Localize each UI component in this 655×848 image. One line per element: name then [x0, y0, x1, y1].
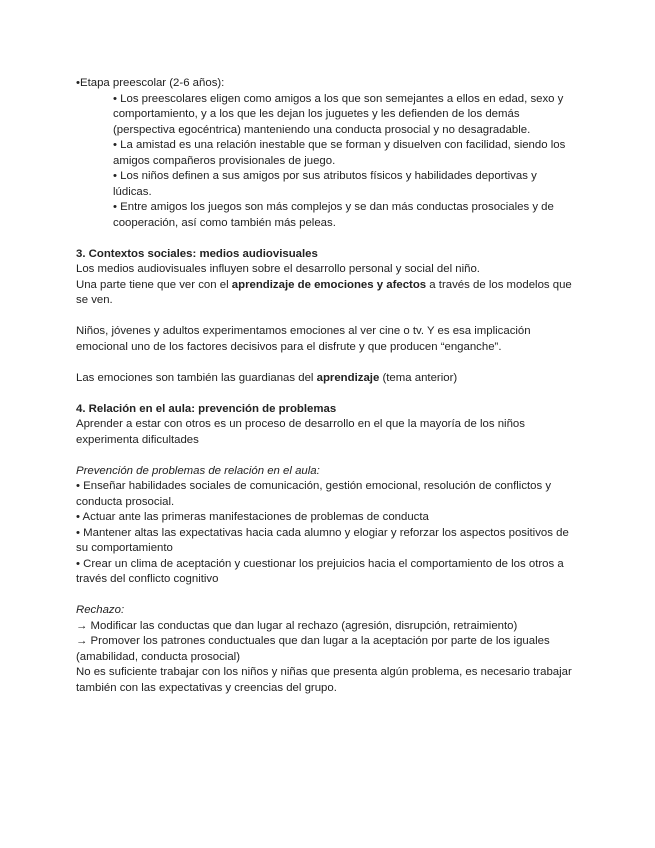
document-page	[76, 76, 576, 696]
emphasis: aprendizaje	[316, 371, 380, 384]
prevention-bullet: • Mantener altas las expectativas hacia cada alumno y elogiar y reforzar los aspectos positivos de su comportamiento	[76, 526, 569, 554]
rechazo-item: → Modificar las conductas que dan lugar al rechazo (agresión, disrupción, retraimiento)	[76, 619, 518, 632]
rechazo-title: Rechazo:	[76, 604, 125, 616]
preescolar-bullet: • Los niños definen a sus amigos por sus atributos físicos y habilidades deportivas y lúdicas.	[113, 170, 537, 198]
section4-heading: 4. Relación en el aula: prevención de problemas	[76, 402, 337, 415]
section3-paragraph: Los medios audiovisuales influyen sobre el desarrollo personal y social del niño.	[76, 263, 480, 275]
section4-intro: Aprender a estar con otros es un proceso de desarrollo en el que la mayoría de los niños experimenta dificultades	[76, 418, 525, 446]
rechazo-item: → Promover los patrones conductuales que dan lugar a la aceptación por parte de los iguales (amabilidad, conducta prosocial)	[76, 635, 550, 663]
section3-paragraph: Las emociones son también las guardianas del aprendizaje (tema anterior)	[76, 371, 458, 384]
preescolar-title: •Etapa preescolar (2-6 años):	[76, 77, 225, 89]
prevention-bullet: • Actuar ante las primeras manifestaciones de problemas de conducta	[76, 511, 429, 523]
preescolar-bullet: • La amistad es una relación inestable que se forman y disuelven con facilidad, siendo los amigos compañeros provisionales de juego.	[113, 139, 566, 167]
preescolar-list	[76, 92, 576, 232]
prevention-title: Prevención de problemas de relación en el aula:	[76, 464, 320, 477]
prevention-bullet: • Enseñar habilidades sociales de comunicación, gestión emocional, resolución de conflictos y conducta prosocial.	[76, 480, 552, 508]
section3-paragraph: Una parte tiene que ver con el aprendizaje de emociones y afectos a través de los modelos que se ven.	[76, 278, 572, 306]
section3-paragraph: Niños, jóvenes y adultos experimentamos emociones al ver cine o tv. Y es esa implicación emocional uno de los factores decisivos para el disfrute y que producen “enganche”.	[76, 325, 531, 353]
emphasis: aprendizaje de emociones y afectos	[231, 278, 427, 291]
preescolar-bullet: • Entre amigos los juegos son más complejos y se dan más conductas prosociales y de cooperación, así como también más peleas.	[113, 201, 554, 229]
rechazo-item: No es suficiente trabajar con los niños y niñas que presenta algún problema, es necesario trabajar también con las expectativas y creencias del grupo.	[76, 666, 572, 694]
section3-heading: 3. Contextos sociales: medios audiovisuales	[76, 247, 318, 260]
prevention-bullet: • Crear un clima de aceptación y cuestionar los prejuicios hacia el comportamiento de los otros a través del conflicto cognitivo	[76, 557, 564, 585]
preescolar-bullet: • Los preescolares eligen como amigos a los que son semejantes a ellos en edad, sexo y comportamiento, y a los que les dejan los juguetes y les defienden de los demás (perspectiva egocéntrica) manteniendo una conducta prosocial y no desagradable.	[113, 92, 564, 136]
